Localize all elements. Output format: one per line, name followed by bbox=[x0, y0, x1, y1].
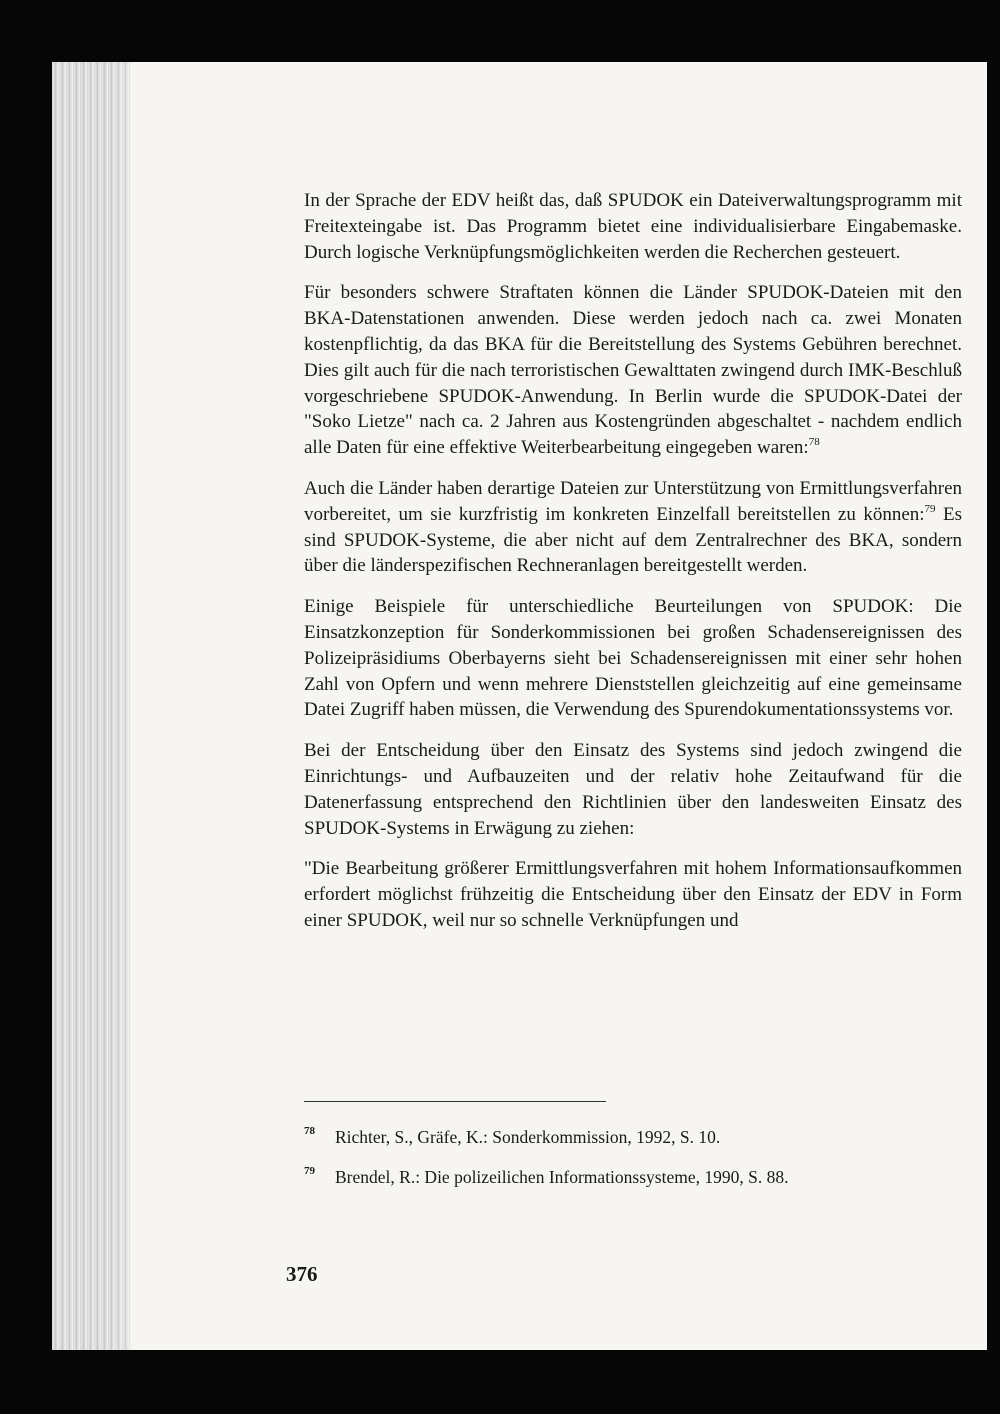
page-number: 376 bbox=[286, 1262, 318, 1286]
footnotes bbox=[304, 1124, 944, 1204]
footnote-text: Richter, S., Gräfe, K.: Sonderkommission, 1992, S. 10. bbox=[335, 1127, 721, 1147]
footnote-number: 78 bbox=[304, 1125, 315, 1137]
page-edge-shadow bbox=[110, 62, 170, 1350]
body-text bbox=[304, 188, 962, 949]
footnote-separator bbox=[304, 1101, 606, 1102]
footnote-79 bbox=[304, 1164, 944, 1190]
footnote-number: 79 bbox=[304, 1165, 315, 1177]
footnote-ref-79: 79 bbox=[924, 502, 936, 515]
footnote-ref-78: 78 bbox=[808, 436, 820, 449]
paragraph-6: "Die Bearbeitung größerer Ermittlungsverfahren mit hohem Informationsaufkommen erfordert möglichst frühzeitig die Entscheidung über den Einsatz der EDV in Form einer SPUDOK, weil nur so schnelle Verknüpfungen und bbox=[304, 858, 962, 931]
paragraph-1: In der Sprache der EDV heißt das, daß SPUDOK ein Dateiverwaltungsprogramm mit Freitexteingabe ist. Das Programm bietet eine individualisierbare Eingabemaske. Durch logische Verknüpfungsmöglichkeiten werden die Recherchen gesteuert. bbox=[304, 190, 962, 263]
footnote-78 bbox=[304, 1124, 944, 1150]
paragraph-4: Einige Beispiele für unterschiedliche Beurteilungen von SPUDOK: Die Einsatzkonzeption für Sonderkommissionen bei großen Schadensereignissen des Polizeipräsidiums Oberbayerns sieht bei Schadensereignissen mit einer sehr hohen Zahl von Opfern und wenn mehrere Dienststellen gleichzeitig auf eine gemeinsame Datei Zugriff haben müssen, die Verwendung des Spurendokumentationssystems vor. bbox=[304, 596, 962, 721]
footnote-text: Brendel, R.: Die polizeilichen Informationssysteme, 1990, S. 88. bbox=[335, 1167, 789, 1187]
paragraph-3: Auch die Länder haben derartige Dateien zur Unterstützung von Ermittlungsverfahren vorbereitet, um sie kurzfristig im konkreten Einzelfall bereitstellen zu können:$^{79}$ Es sind SPUDOK-Systeme, die aber nicht auf dem Zentralrechner des BKA, sondern über die länderspezifischen Rechneranlagen bereitgestellt werden. bbox=[304, 477, 963, 577]
paragraph-5: Bei der Entscheidung über den Einsatz des Systems sind jedoch zwingend die Einrichtungs- und Aufbauzeiten und der relativ hohe Zeitaufwand für die Datenerfassung entsprechend den Richtlinien über den landesweiten Einsatz des SPUDOK-Systems in Erwägung zu ziehen: bbox=[304, 740, 962, 839]
paragraph-2: Für besonders schwere Straftaten können die Länder SPUDOK-Dateien mit den BKA-Datenstationen anwenden. Diese werden jedoch nach ca. zwei Monaten kostenpflichtig, da das BKA für die Bereitstellung des Systems Gebühren berechnet. Dies gilt auch für die nach terroristischen Gewalttaten zwingend durch IMK-Beschluß vorgeschriebene SPUDOK-Anwendung. In Berlin wurde die SPUDOK-Datei der "Soko Lietze" nach ca. 2 Jahren aus Kostengründen abgeschaltet - nachdem endlich alle Daten für eine effektive Weiterbearbeitung eingegeben waren:$^{78}$ bbox=[304, 282, 962, 459]
